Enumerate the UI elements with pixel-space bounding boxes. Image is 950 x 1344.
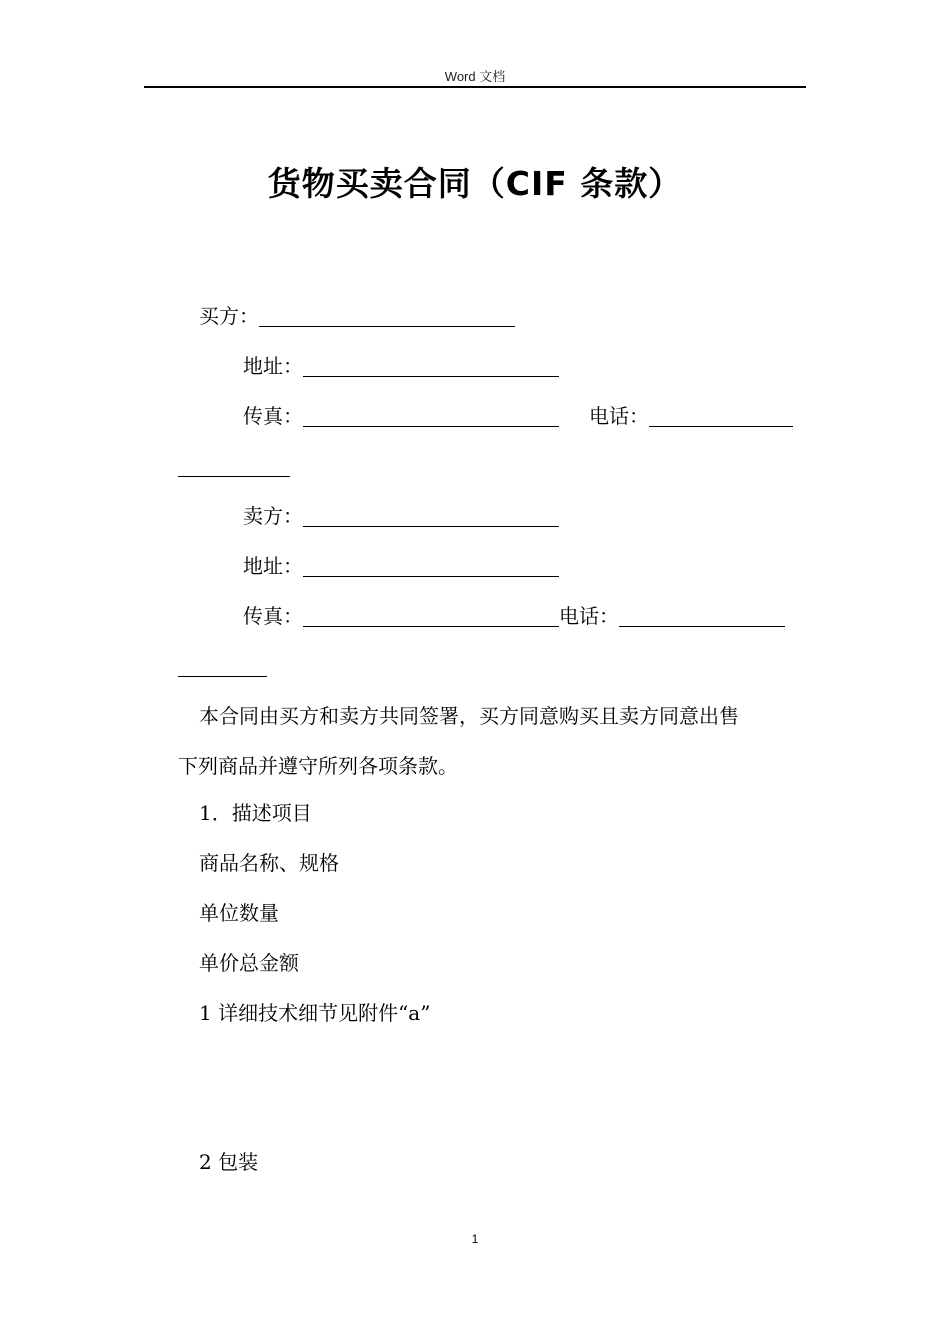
section2-heading: 2 包装 xyxy=(199,1150,259,1174)
buyer-phone-blank[interactable] xyxy=(649,406,793,427)
buyer-phone-line xyxy=(589,403,793,429)
buyer-fax-label: 传真： xyxy=(243,404,303,428)
buyer-fax-blank[interactable] xyxy=(303,406,559,427)
seller-phone-continued xyxy=(178,653,267,679)
section1-item-name-spec: 商品名称、规格 xyxy=(199,851,339,875)
seller-name-blank[interactable] xyxy=(303,506,559,527)
seller-line xyxy=(243,503,559,529)
buyer-fax-line xyxy=(243,403,559,429)
seller-fax-blank[interactable] xyxy=(303,606,559,627)
seller-address-label: 地址： xyxy=(243,554,303,578)
header-rule xyxy=(144,86,806,88)
page-number: 1 xyxy=(471,1232,479,1246)
buyer-address-line xyxy=(243,353,559,379)
buyer-address-blank[interactable] xyxy=(303,356,559,377)
section1-item-price-total: 单价总金额 xyxy=(199,951,299,975)
section1-heading: 1．描述项目 xyxy=(199,801,312,825)
seller-phone-blank-continued[interactable] xyxy=(178,656,267,677)
seller-address-line xyxy=(243,553,559,579)
document-title: 货物买卖合同（CIF 条款） xyxy=(267,164,683,203)
page-header: Word 文档 xyxy=(444,69,506,84)
seller-phone-label: 电话： xyxy=(559,604,619,628)
intro-line-2: 下列商品并遵守所列各项条款。 xyxy=(178,754,458,778)
buyer-line xyxy=(199,303,515,329)
seller-phone-blank[interactable] xyxy=(619,606,785,627)
seller-fax-label: 传真： xyxy=(243,604,303,628)
buyer-name-blank[interactable] xyxy=(259,306,515,327)
seller-address-blank[interactable] xyxy=(303,556,559,577)
buyer-address-label: 地址： xyxy=(243,354,303,378)
seller-fax-line xyxy=(243,603,785,629)
seller-label: 卖方： xyxy=(243,504,303,528)
buyer-label: 买方： xyxy=(199,304,259,328)
section1-item-unit-qty: 单位数量 xyxy=(199,901,279,925)
buyer-phone-label: 电话： xyxy=(589,404,649,428)
buyer-phone-continued xyxy=(178,453,290,479)
buyer-phone-blank-continued[interactable] xyxy=(178,456,290,477)
section1-technical-note: 1 详细技术细节见附件“a” xyxy=(199,1001,431,1025)
intro-line-1: 本合同由买方和卖方共同签署，买方同意购买且卖方同意出售 xyxy=(199,704,739,728)
